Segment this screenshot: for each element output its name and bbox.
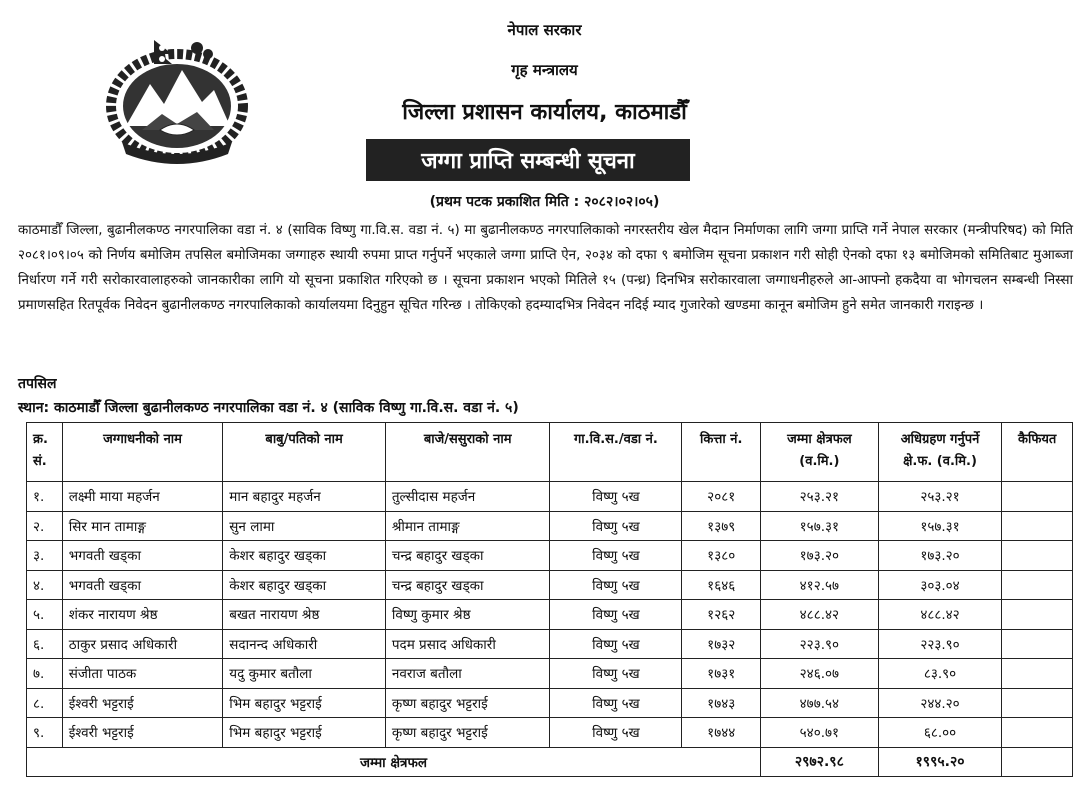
cell-remarks [1002,629,1073,659]
cell-father: केशर बहादुर खड्का [223,570,386,600]
cell-vdc: विष्णु ५ख [550,570,682,600]
header-grandfather: बाजे/ससुराको नाम [385,423,550,482]
cell-vdc: विष्णु ५ख [550,541,682,571]
cell-father: सदानन्द अधिकारी [223,629,386,659]
cell-vdc: विष्णु ५ख [550,511,682,541]
cell-total-area: ५४०.७१ [761,718,879,748]
cell-sn: ६. [27,629,63,659]
cell-father: केशर बहादुर खड्का [223,541,386,571]
cell-grandfather: तुल्सीदास महर्जन [385,482,550,512]
cell-acquire-area: १७३.२० [878,541,1002,571]
cell-grandfather: कृष्ण बहादुर भट्टराई [385,718,550,748]
cell-total-area: २२३.९० [761,629,879,659]
cell-remarks [1002,511,1073,541]
header-total-area: जम्मा क्षेत्रफल (व.मि.) [761,423,879,482]
table-row [27,659,1073,689]
cell-sn: ७. [27,659,63,689]
table-row [27,718,1073,748]
cell-owner: भगवती खड्का [62,541,223,571]
cell-remarks [1002,688,1073,718]
cell-remarks [1002,659,1073,689]
cell-remarks [1002,482,1073,512]
cell-grandfather: चन्द्र बहादुर खड्का [385,541,550,571]
cell-remarks [1002,541,1073,571]
cell-grandfather: पदम प्रसाद अधिकारी [385,629,550,659]
ministry-name: गृह मन्त्रालय [511,61,578,79]
cell-owner: ईश्वरी भट्टराई [62,688,223,718]
schedule-label: तपसिल [18,376,57,392]
office-name: जिल्ला प्रशासन कार्यालय, काठमाडौँ [402,100,687,125]
cell-father: मान बहादुर महर्जन [223,482,386,512]
cell-owner: ईश्वरी भट्टराई [62,718,223,748]
cell-kitta: १२६२ [682,600,761,630]
cell-vdc: विष्णु ५ख [550,718,682,748]
cell-father: सुन लामा [223,511,386,541]
cell-kitta: १३८० [682,541,761,571]
cell-acquire-area: २५३.२१ [878,482,1002,512]
cell-owner: संजीता पाठक [62,659,223,689]
cell-owner: ठाकुर प्रसाद अधिकारी [62,629,223,659]
cell-acquire-area: ६८.०० [878,718,1002,748]
total-label: जम्मा क्षेत्रफल [27,747,761,777]
cell-total-area: २५३.२१ [761,482,879,512]
cell-sn: ४. [27,570,63,600]
cell-vdc: विष्णु ५ख [550,482,682,512]
cell-vdc: विष्णु ५ख [550,600,682,630]
header-father: बाबु/पतिको नाम [223,423,386,482]
cell-total-area: २४६.०७ [761,659,879,689]
cell-owner: शंकर नारायण श्रेष्ठ [62,600,223,630]
total-area-sum: २९७२.९८ [761,747,879,777]
cell-kitta: १७३२ [682,629,761,659]
header-sn: क्र. सं. [27,423,63,482]
cell-total-area: ४८८.४२ [761,600,879,630]
government-name: नेपाल सरकार [507,21,582,39]
cell-total-area: १५७.३१ [761,511,879,541]
notice-title: जग्गा प्राप्ति सम्बन्धी सूचना [366,139,690,181]
cell-total-area: ४७७.५४ [761,688,879,718]
publish-date: (प्रथम पटक प्रकाशित मिति : २०८२।०२।०५) [429,194,660,210]
table-header-row [27,423,1073,482]
table-row [27,570,1073,600]
cell-sn: ३. [27,541,63,571]
cell-sn: ८. [27,688,63,718]
table-row [27,629,1073,659]
cell-sn: २. [27,511,63,541]
cell-sn: १. [27,482,63,512]
header-owner: जग्गाधनीको नाम [62,423,223,482]
cell-remarks [1002,570,1073,600]
cell-vdc: विष्णु ५ख [550,688,682,718]
cell-sn: ५. [27,600,63,630]
cell-sn: ९. [27,718,63,748]
header-remarks: कैफियत [1002,423,1073,482]
cell-kitta: १६४६ [682,570,761,600]
cell-acquire-area: २४४.२० [878,688,1002,718]
cell-father: यदु कुमार बतौला [223,659,386,689]
cell-vdc: विष्णु ५ख [550,659,682,689]
cell-kitta: १३७९ [682,511,761,541]
cell-acquire-area: ४८८.४२ [878,600,1002,630]
cell-kitta: १७४३ [682,688,761,718]
cell-owner: सिर मान तामाङ्ग [62,511,223,541]
cell-vdc: विष्णु ५ख [550,629,682,659]
cell-acquire-area: १५७.३१ [878,511,1002,541]
header-kitta: कित्ता नं. [682,423,761,482]
land-table [26,422,1073,777]
cell-acquire-area: २२३.९० [878,629,1002,659]
location-line: स्थान: काठमाडौँ जिल्ला बुढानीलकण्ठ नगरपालिका वडा नं. ४ (साविक विष्णु गा.वि.स. वडा नं. ५) [18,400,519,416]
table-row [27,600,1073,630]
table-row [27,688,1073,718]
header-vdc: गा.वि.स./वडा नं. [550,423,682,482]
notice-body: काठमाडौँ जिल्ला, बुढानीलकण्ठ नगरपालिका वडा नं. ४ (साविक विष्णु गा.वि.स. वडा नं. ५) मा बुढानीलकण्ठ नगरपालिकाको नगरस्तरीय खेल मैदान निर्माणका लागि जग्गा प्राप्ति गर्ने नेपाल सरकार (मन्त्रीपरिषद) को मिति २०८१।०९।०५ को निर्णय बमोजिम तपसिल बमोजिमका जग्गाहरु स्थायी रुपमा प्राप्त गर्नुपर्ने भएकाले जग्गा प्राप्ति ऐन, २०३४ को दफा ९ बमोजिम सूचना प्रकाशन गरी सोही ऐनको दफा १३ बमोजिमको समितिबाट मुआब्जा निर्धारण गर्ने गरी सरोकारवालाहरुको जानकारीका लागि यो सूचना प्रकाशित गरिएको छ । सूचना प्रकाशन भएको मितिले १५ (पन्ध्र) दिनभित्र सरोकारवाला जग्गाधनीहरुले आ-आफ्नो हकदैया वा भोगचलन सम्बन्धी निस्सा प्रमाणसहित रितपूर्वक निवेदन बुढानीलकण्ठ नगरपालिकाको कार्यालयमा दिनुहुन सूचित गरिन्छ । तोकिएको हदम्यादभित्र निवेदन नदिई म्याद गुजारेको खण्डमा कानून बमोजिम हुने समेत जानकारी गराइन्छ । [18,223,1073,313]
total-acquire-sum: १९९५.२० [878,747,1002,777]
cell-grandfather: श्रीमान तामाङ्ग [385,511,550,541]
table-row [27,482,1073,512]
table-row [27,541,1073,571]
table-total-row [27,747,1073,777]
header-acquire-area: अधिग्रहण गर्नुपर्ने क्षे.फ. (व.मि.) [878,423,1002,482]
cell-remarks [1002,600,1073,630]
cell-kitta: २०८१ [682,482,761,512]
cell-father: बखत नारायण श्रेष्ठ [223,600,386,630]
cell-grandfather: चन्द्र बहादुर खड्का [385,570,550,600]
notice-page [14,8,1075,795]
cell-kitta: १७४४ [682,718,761,748]
cell-grandfather: कृष्ण बहादुर भट्टराई [385,688,550,718]
cell-total-area: ४१२.५७ [761,570,879,600]
table-row [27,511,1073,541]
cell-owner: लक्ष्मी माया महर्जन [62,482,223,512]
total-remarks [1002,747,1073,777]
cell-father: भिम बहादुर भट्टराई [223,718,386,748]
cell-father: भिम बहादुर भट्टराई [223,688,386,718]
cell-grandfather: विष्णु कुमार श्रेष्ठ [385,600,550,630]
cell-kitta: १७३१ [682,659,761,689]
cell-remarks [1002,718,1073,748]
cell-owner: भगवती खड्का [62,570,223,600]
cell-acquire-area: ३०३.०४ [878,570,1002,600]
cell-total-area: १७३.२० [761,541,879,571]
cell-acquire-area: ८३.९० [878,659,1002,689]
cell-grandfather: नवराज बतौला [385,659,550,689]
